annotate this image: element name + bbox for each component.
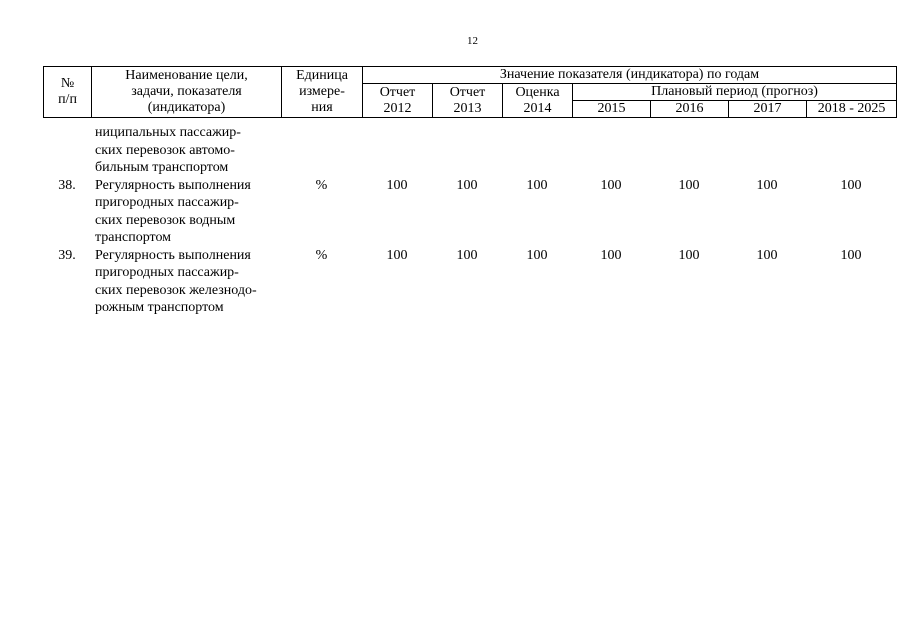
- indicator-name-line: Регулярность выполнения: [95, 247, 251, 263]
- header-year-2013: Отчет 2013: [433, 84, 503, 118]
- row-value: 100: [386, 247, 408, 263]
- row-unit: %: [315, 177, 328, 193]
- header-year-2017: 2017: [729, 101, 807, 118]
- indicator-table-body: [43, 124, 896, 317]
- indicator-name-line: рожным транспортом: [95, 300, 224, 315]
- row-value: 100: [456, 247, 478, 263]
- indicator-name-line: пригородных пассажир-: [95, 195, 239, 210]
- row-value: [650, 124, 728, 177]
- header-col-unit: Единица измере- ния: [282, 67, 363, 118]
- header-group-title: Значение показателя (индикатора) по годам: [363, 67, 897, 84]
- row-value: 100: [526, 247, 548, 263]
- row-value: 100: [678, 247, 700, 263]
- row-value: [806, 124, 896, 177]
- header-year-2018-2025: 2018 - 2025: [807, 101, 897, 118]
- page-number: 12: [467, 35, 478, 47]
- indicator-name-line: Регулярность выполнения: [95, 177, 251, 193]
- row-value: [432, 124, 502, 177]
- indicator-table-header: [43, 66, 897, 118]
- row-number: 39.: [58, 247, 76, 263]
- indicator-name-line: ских перевозок водным: [95, 212, 236, 228]
- row-value: 100: [840, 177, 862, 193]
- table-row: [43, 247, 896, 317]
- row-value: [728, 124, 806, 177]
- row-value: [362, 124, 432, 177]
- indicator-name-line: пригородных пассажир-: [95, 265, 239, 280]
- indicator-name-line: ских перевозок железнодо-: [95, 282, 257, 298]
- row-indicator-name: [91, 124, 281, 177]
- header-year-2014: Оценка 2014: [503, 84, 573, 118]
- row-value: 100: [756, 177, 778, 193]
- header-year-2015: 2015: [573, 101, 651, 118]
- row-unit: [281, 124, 362, 177]
- header-plan-title: Плановый период (прогноз): [573, 84, 897, 101]
- row-unit: %: [315, 247, 328, 263]
- row-value: 100: [756, 247, 778, 263]
- row-value: 100: [386, 177, 408, 193]
- row-value: 100: [600, 247, 622, 263]
- row-value: [502, 124, 572, 177]
- header-year-2012: Отчет 2012: [363, 84, 433, 118]
- row-number: 38.: [58, 177, 76, 193]
- row-value: 100: [526, 177, 548, 193]
- row-indicator-name: [91, 247, 281, 317]
- row-number: [43, 124, 91, 177]
- row-value: 100: [678, 177, 700, 193]
- table-row: [43, 177, 896, 247]
- header-col-number: № п/п: [44, 67, 92, 118]
- header-col-name: Наименование цели, задачи, показателя (индикатора): [92, 67, 282, 118]
- indicator-name-line: бильным транспортом: [95, 160, 229, 175]
- table-row: [43, 124, 896, 177]
- indicator-name-line: ских перевозок автомо-: [95, 142, 235, 158]
- indicator-name-line: ниципальных пассажир-: [95, 125, 241, 140]
- indicator-name-line: транспортом: [95, 230, 172, 245]
- row-value: 100: [600, 177, 622, 193]
- row-value: 100: [456, 177, 478, 193]
- header-year-2016: 2016: [651, 101, 729, 118]
- row-value: [572, 124, 650, 177]
- row-indicator-name: [91, 177, 281, 247]
- row-value: 100: [840, 247, 862, 263]
